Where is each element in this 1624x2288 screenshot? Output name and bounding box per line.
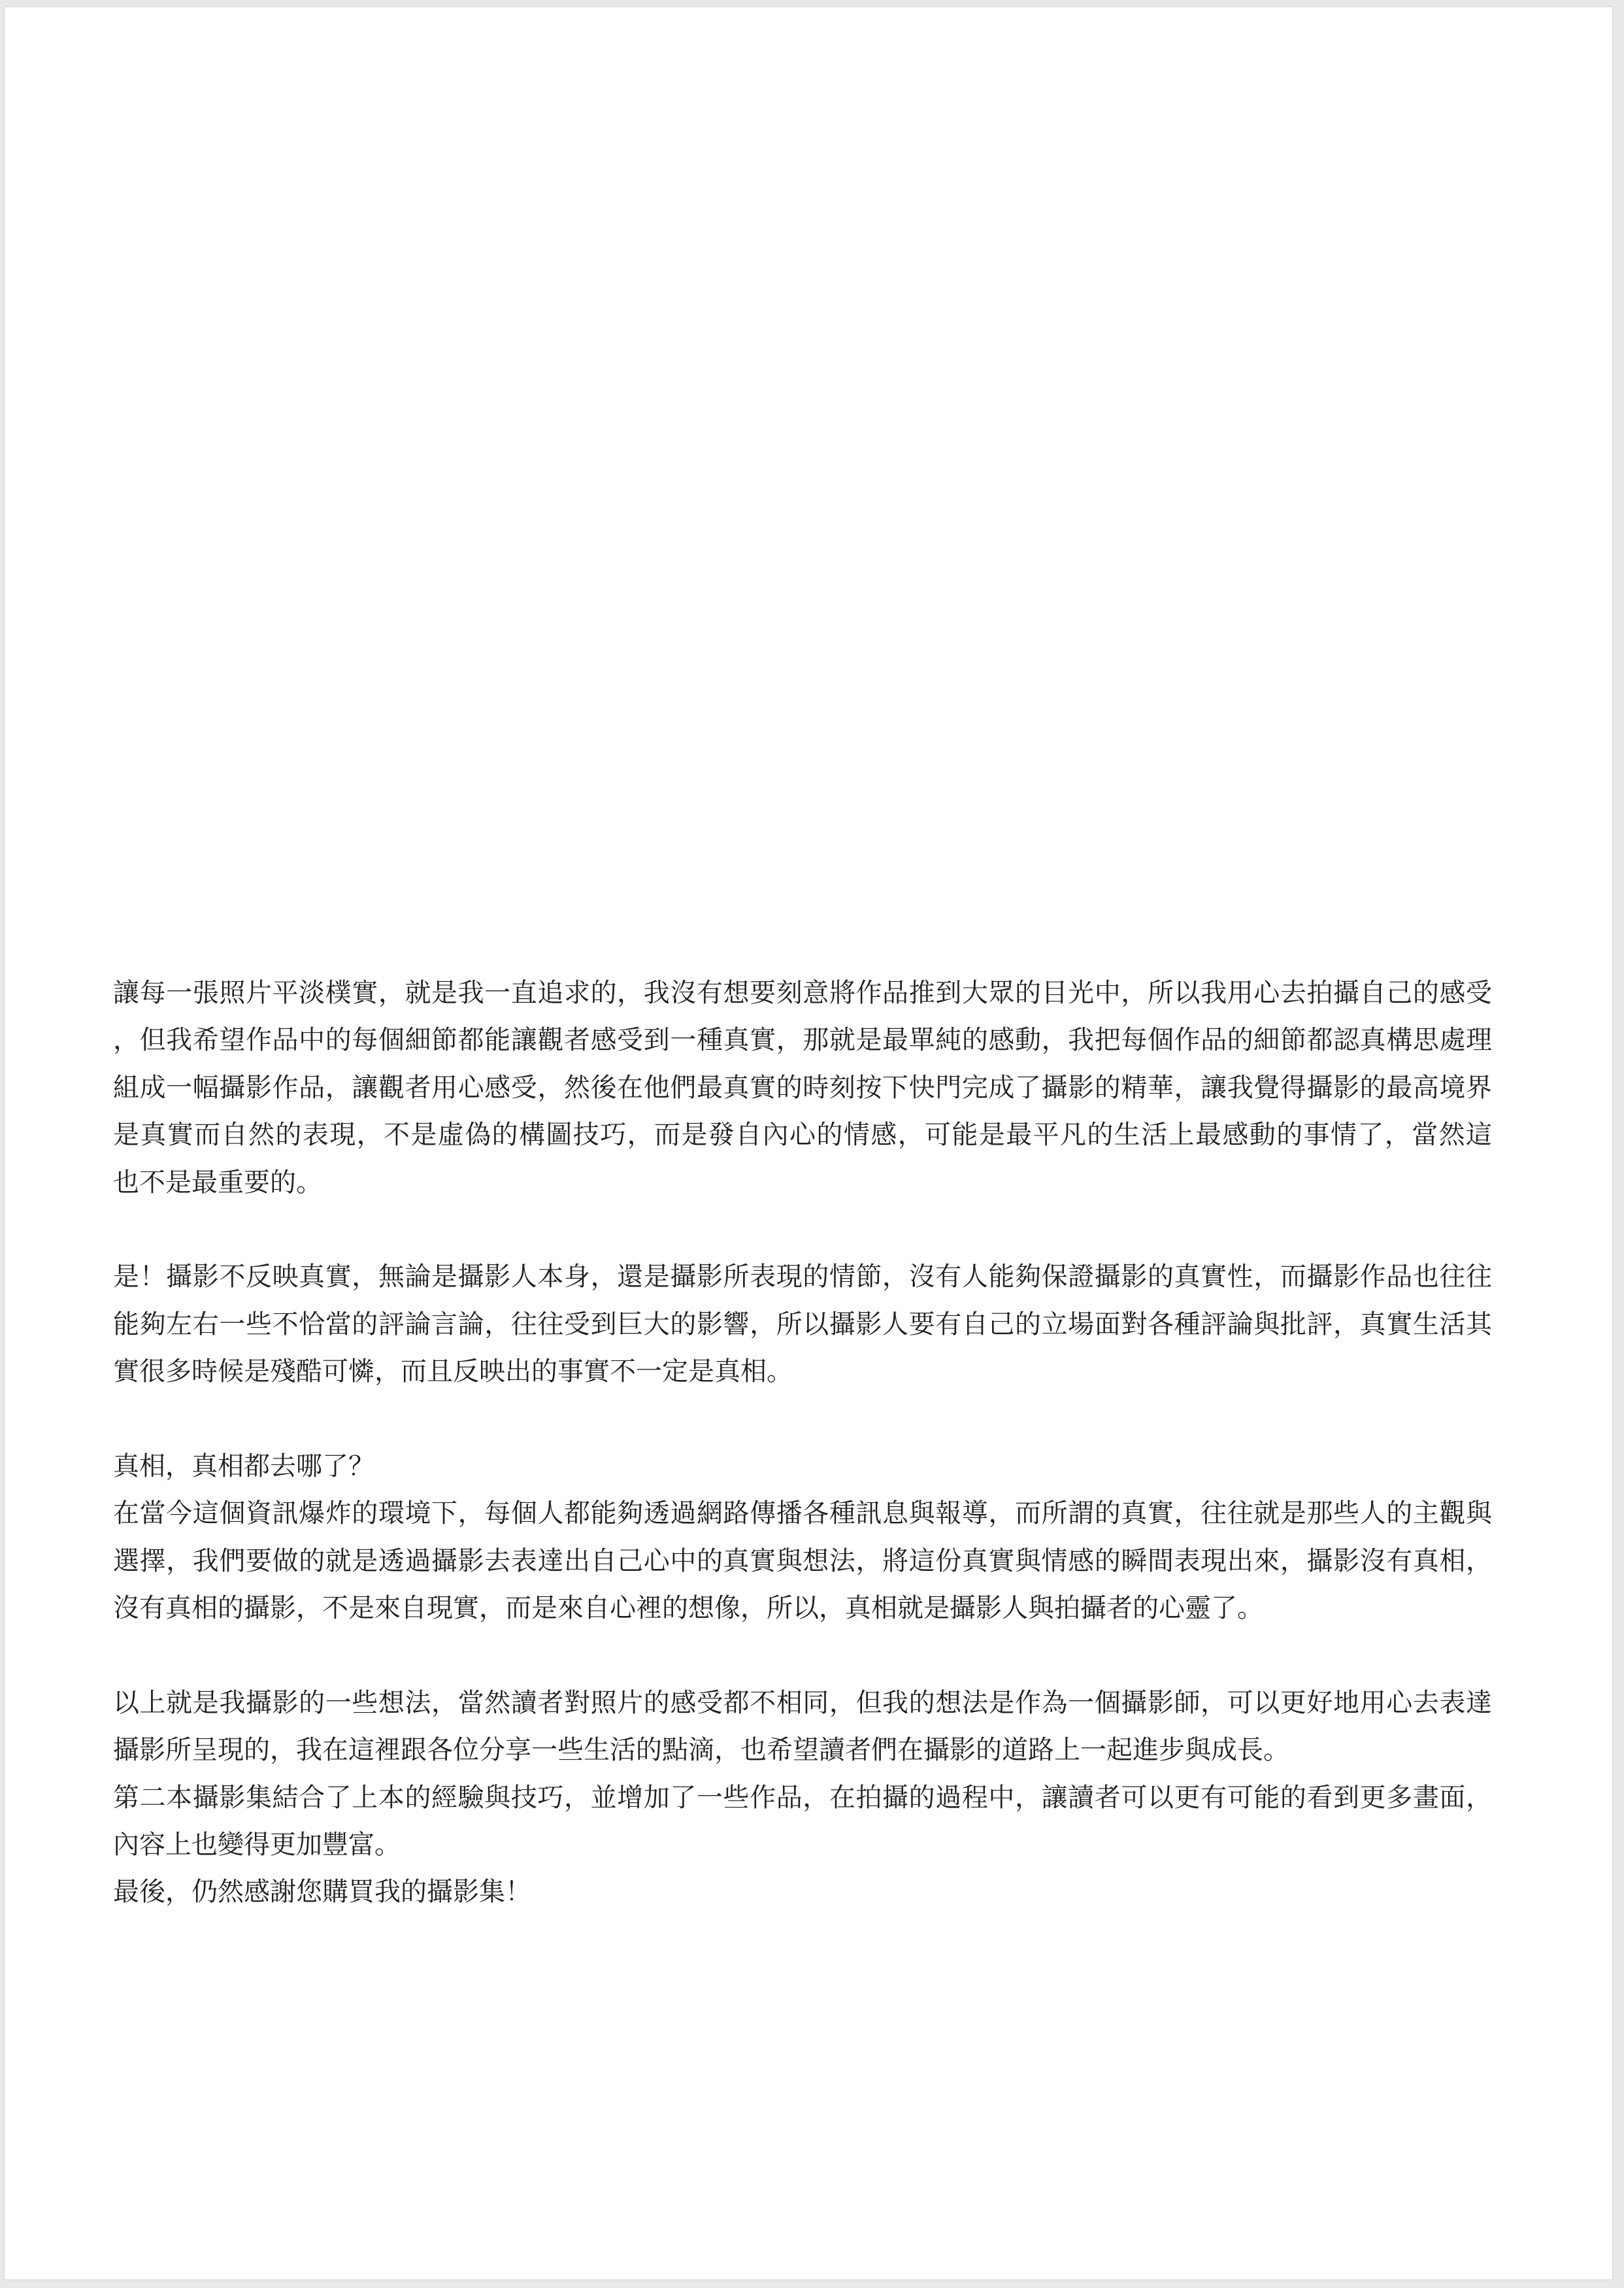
- closing-line: 最後，仍然感謝您購買我的攝影集！: [113, 1877, 531, 1908]
- paragraph-4: [113, 1679, 1492, 1916]
- text-line: 第二本攝影集結合了上本的經驗與技巧，並增加了一些作品，在拍攝的過程中，讓讀者可以更有可能的看到更多畫面，: [113, 1782, 1492, 1813]
- text-line: 以上就是我攝影的一些想法，當然讀者對照片的感受都不相同，但我的想法是作為一個攝影師，可以更好地用心去表達: [113, 1687, 1492, 1718]
- text-line: 讓每一張照片平淡樸實，就是我一直追求的，我沒有想要刻意將作品推到大眾的目光中，所以我用心去拍攝自己的感受: [113, 978, 1492, 1008]
- text-line: 能夠左右一些不恰當的評論言論，往往受到巨大的影響，所以攝影人要有自己的立場面對各種評論與批評，真實生活其: [113, 1309, 1492, 1339]
- paragraph-2: [113, 1253, 1492, 1395]
- text-line: 是真實而自然的表現，不是虛偽的構圖技巧，而是發自內心的情感，可能是最平凡的生活上最感動的事情了，當然這: [113, 1120, 1492, 1151]
- text-line: 沒有真相的攝影，不是來自現實，而是來自心裡的想像，所以，真相就是攝影人與拍攝者的心靈了。: [113, 1593, 1263, 1624]
- text-line: 攝影所呈現的，我在這裡跟各位分享一些生活的點滴，也希望讀者們在攝影的道路上一起進步與成長。: [113, 1735, 1289, 1766]
- text-line: 選擇，我們要做的就是透過攝影去表達出自己心中的真實與想法，將這份真實與情感的瞬間表現出來，攝影沒有真相，: [113, 1545, 1492, 1576]
- text-line: 在當今這個資訊爆炸的環境下，每個人都能夠透過網路傳播各種訊息與報導，而所謂的真實，往往就是那些人的主觀與: [113, 1498, 1492, 1529]
- section-heading: 真相，真相都去哪了？: [113, 1451, 374, 1481]
- text-line: ，但我希望作品中的每個細節都能讓觀者感受到一種真實，那就是最單純的感動，我把每個作品的細節都認真構思處理: [113, 1025, 1492, 1056]
- body-text: [113, 969, 1492, 1963]
- text-line: 組成一幅攝影作品，讓觀者用心感受，然後在他們最真實的時刻按下快門完成了攝影的精華，讓我覺得攝影的最高境界: [113, 1072, 1492, 1103]
- text-line: 內容上也變得更加豐富。: [113, 1830, 401, 1860]
- text-line: 實很多時候是殘酷可憐，而且反映出的事實不一定是真相。: [113, 1356, 793, 1387]
- paragraph-3: [113, 1443, 1492, 1632]
- document-page: [4, 7, 1613, 2280]
- paragraph-1: [113, 969, 1492, 1206]
- text-line: 是！攝影不反映真實，無論是攝影人本身，還是攝影所表現的情節，沒有人能夠保證攝影的真實性，而攝影作品也往往: [113, 1262, 1492, 1292]
- text-line: 也不是最重要的。: [113, 1167, 322, 1198]
